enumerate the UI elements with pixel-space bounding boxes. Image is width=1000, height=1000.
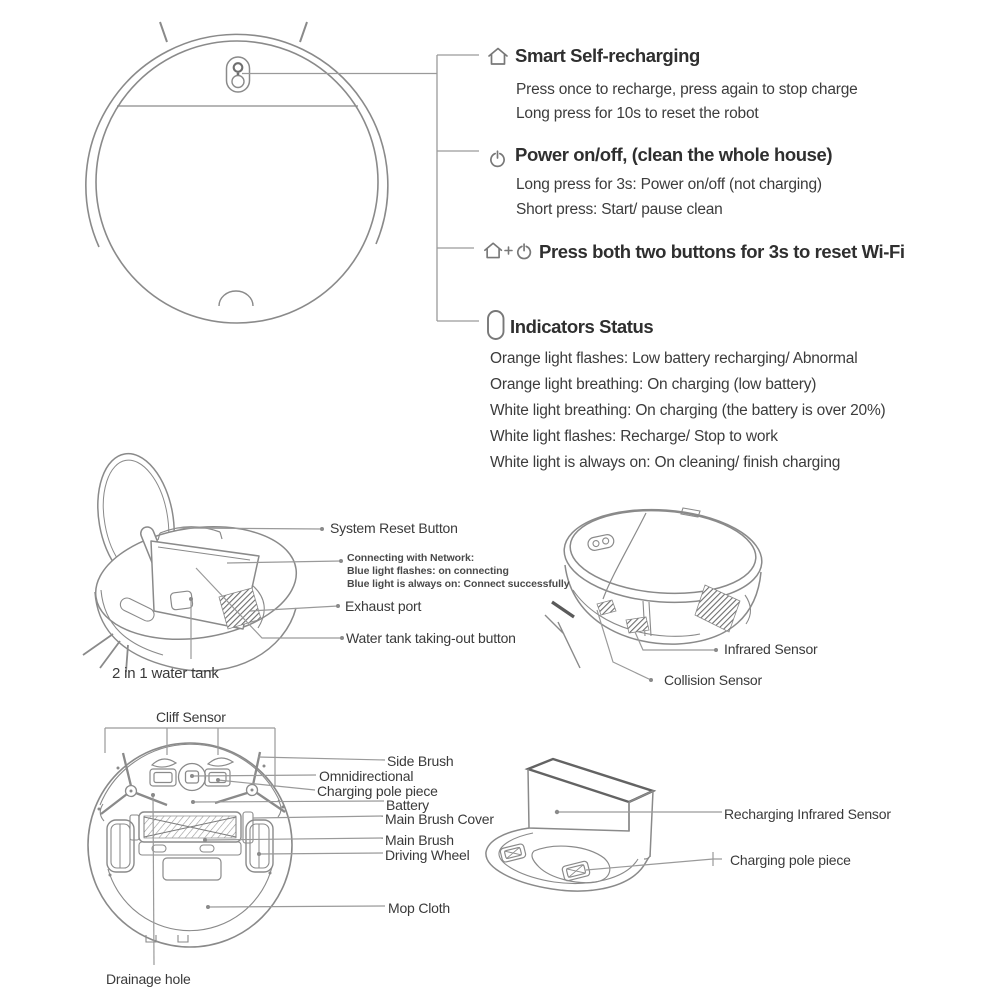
charging-dock [486,759,653,891]
charging-pole-label: Charging pole piece [317,783,438,799]
drainage-hole-label: Drainage hole [106,971,191,987]
indicator-line: Orange light flashes: Low battery recharging/ Abnormal [490,350,858,367]
dock-pole-piece-1 [500,843,527,862]
recharge-line2: Long press for 10s to reset the robot [516,105,759,122]
side-brush-label: Side Brush [387,753,454,769]
indicator-line: White light is always on: On cleaning/ finish charging [490,454,841,471]
recharge-line1: Press once to recharge, press again to stop charge [516,81,858,98]
plus-icon [505,247,512,254]
indicator-line: White light breathing: On charging (the battery is over 20%) [490,402,886,419]
mop-cloth-label: Mop Cloth [388,900,451,916]
battery-label: Battery [386,797,429,813]
power-line1: Long press for 3s: Power on/off (not charging) [516,176,822,193]
home-icon [489,49,507,65]
cliff-sensor-label: Cliff Sensor [156,709,226,725]
power-title: Power on/off, (clean the whole house) [515,144,833,165]
system-reset-label: System Reset Button [330,520,458,536]
dock-base [486,828,649,891]
wifi-reset-title: Press both two buttons for 3s to reset Wi-Fi [539,241,905,262]
exhaust-port-label: Exhaust port [345,598,422,614]
driving-wheel-label: Driving Wheel [385,847,470,863]
dock-top [528,759,653,802]
omnidirectional-label: Omnidirectional [319,768,414,784]
power-line2: Short press: Start/ pause clean [516,201,723,218]
indicator-line: Orange light breathing: On charging (low battery) [490,376,817,393]
main-brush-label: Main Brush [385,832,454,848]
infrared-sensor-window [626,617,649,633]
network-status-line: Connecting with Network: [347,552,475,564]
robot-bottom-view [88,743,292,947]
power-icon [491,151,504,166]
collision-sensor-window [597,600,616,615]
recharging-ir-label: Recharging Infrared Sensor [724,806,891,822]
main-brush-cover-label: Main Brush Cover [385,811,494,827]
dock-charging-pole-label: Charging pole piece [730,852,851,868]
dock-callouts [555,810,722,870]
water-tank-button-label: Water tank taking-out button [346,630,516,646]
collision-sensor-label: Collision Sensor [664,672,762,688]
home-plus-power-icon [485,243,531,258]
side-brush-arm [552,602,574,617]
indicator-light-icon [488,311,504,339]
side-brush-whiskers [160,22,307,42]
dock-right-face [629,791,653,857]
dock-pole-piece-2 [562,861,591,882]
infrared-sensor-label: Infrared Sensor [724,641,818,657]
recharge-title: Smart Self-recharging [515,45,700,66]
water-tank-label: 2 in 1 water tank [112,665,219,682]
network-status-line: Blue light flashes: on connecting [347,565,509,577]
network-status-line: Blue light is always on: Connect successfully [347,578,570,590]
robot-top-view [86,22,388,323]
indicator-line: White light flashes: Recharge/ Stop to work [490,428,778,445]
indicators-title: Indicators Status [510,316,654,337]
